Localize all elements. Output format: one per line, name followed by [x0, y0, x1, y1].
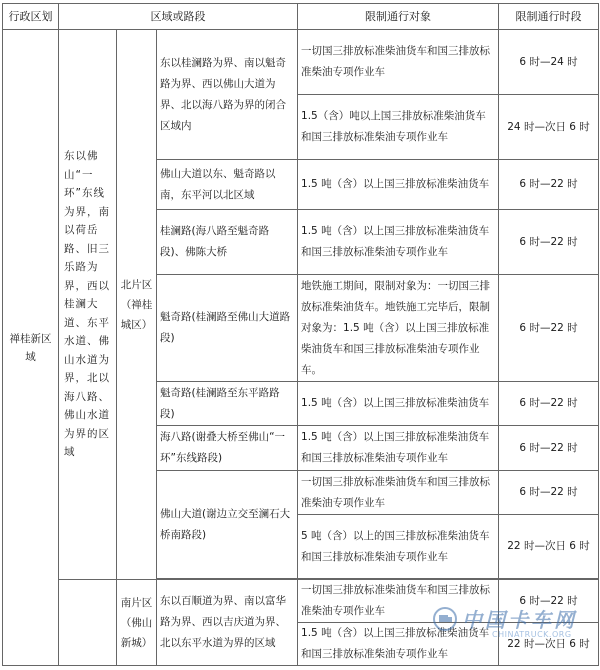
time-cell: 6 时—22 时 [499, 275, 599, 382]
time-cell: 6 时—22 时 [499, 210, 599, 275]
time-cell: 24 时—次日 6 时 [499, 95, 599, 160]
south-zone-cell: 南片区（佛山新城） [117, 580, 157, 666]
road-cell: 魁奇路(桂澜路至佛山大道路段) [157, 275, 298, 382]
watermark-url: CHINATRUCK.ORG [492, 630, 572, 639]
target-cell: 一切国三排放标准柴油货车和国三排放标准柴油专项作业车 [298, 471, 499, 515]
time-cell: 6 时—22 时 [499, 426, 599, 471]
road-cell: 东以桂澜路为界、南以魁奇路为界、西以佛山大道为界、北以海八路为界的闭合区域内 [157, 30, 298, 160]
area-desc-cell: 东以佛山“一环”东线为界，南以荷岳路、旧三乐路为界，西以桂澜大道、东平水道、佛山水道为界，北以海八路、佛山水道为界的区域 [59, 30, 117, 580]
time-cell: 6 时—24 时 [499, 30, 599, 95]
header-row [3, 4, 599, 30]
table-row [3, 580, 599, 623]
target-cell: 一切国三排放标准柴油货车和国三排放标准柴油专项作业车 [298, 580, 499, 623]
road-cell: 东以百顺道为界、南以富华路为界、西以吉庆道为界、北以东平水道为界的区域 [157, 580, 298, 666]
header-district: 行政区划 [3, 4, 59, 30]
time-cell: 6 时—22 时 [499, 471, 599, 515]
road-cell: 海八路(谢叠大桥至佛山“一环”东线路段) [157, 426, 298, 471]
target-cell: 一切国三排放标准柴油货车和国三排放标准柴油专项作业车 [298, 30, 499, 95]
target-cell: 1.5 吨（含）以上国三排放标准柴油货车和国三排放标准柴油专项作业车 [298, 623, 499, 666]
header-area: 区域或路段 [59, 4, 298, 30]
time-cell: 22 时—次日 6 时 [499, 515, 599, 579]
road-cell: 魁奇路(桂澜路至东平路路段) [157, 382, 298, 426]
target-cell: 1.5 吨（含）以上国三排放标准柴油货车 [298, 160, 499, 210]
road-cell: 佛山大道(谢边立交至澜石大桥南路段) [157, 471, 298, 579]
table-row [3, 30, 599, 95]
watermark-name: 中国卡车网 [462, 608, 577, 632]
target-cell: 1.5 吨（含）以上国三排放标准柴油货车和国三排放标准柴油专项作业车 [298, 210, 499, 275]
time-cell: 6 时—22 时 [499, 160, 599, 210]
target-cell: 5 吨（含）以上的国三排放标准柴油货车和国三排放标准柴油专项作业车 [298, 515, 499, 579]
north-zone-cell: 北片区（禅桂城区） [117, 30, 157, 580]
district-cell: 禅桂新区域 [3, 30, 59, 666]
time-cell: 22 时—次日 6 时 [499, 623, 599, 666]
header-target: 限制通行对象 [298, 4, 499, 30]
south-blank-cell [59, 580, 117, 666]
target-cell: 1.5（含）吨以上国三排放标准柴油货车和国三排放标准柴油专项作业车 [298, 95, 499, 160]
target-cell: 1.5 吨（含）以上国三排放标准柴油货车和国三排放标准柴油专项作业车 [298, 426, 499, 471]
time-cell: 6 时—22 时 [499, 382, 599, 426]
target-cell: 地铁施工期间，限制对象为：一切国三排放标准柴油货车。地铁施工完毕后，限制对象为：1.5 吨（含）以上国三排放标准柴油货车和国三排放标准柴油专项作业车。 [298, 275, 499, 382]
road-cell: 佛山大道以东、魁奇路以南，东平河以北区域 [157, 160, 298, 210]
header-time: 限制通行时段 [499, 4, 599, 30]
target-cell: 1.5 吨（含）以上国三排放标准柴油货车 [298, 382, 499, 426]
road-cell: 桂澜路(海八路至魁奇路段)、佛陈大桥 [157, 210, 298, 275]
restriction-table [2, 3, 599, 666]
time-cell: 6 时—22 时 [499, 580, 599, 623]
